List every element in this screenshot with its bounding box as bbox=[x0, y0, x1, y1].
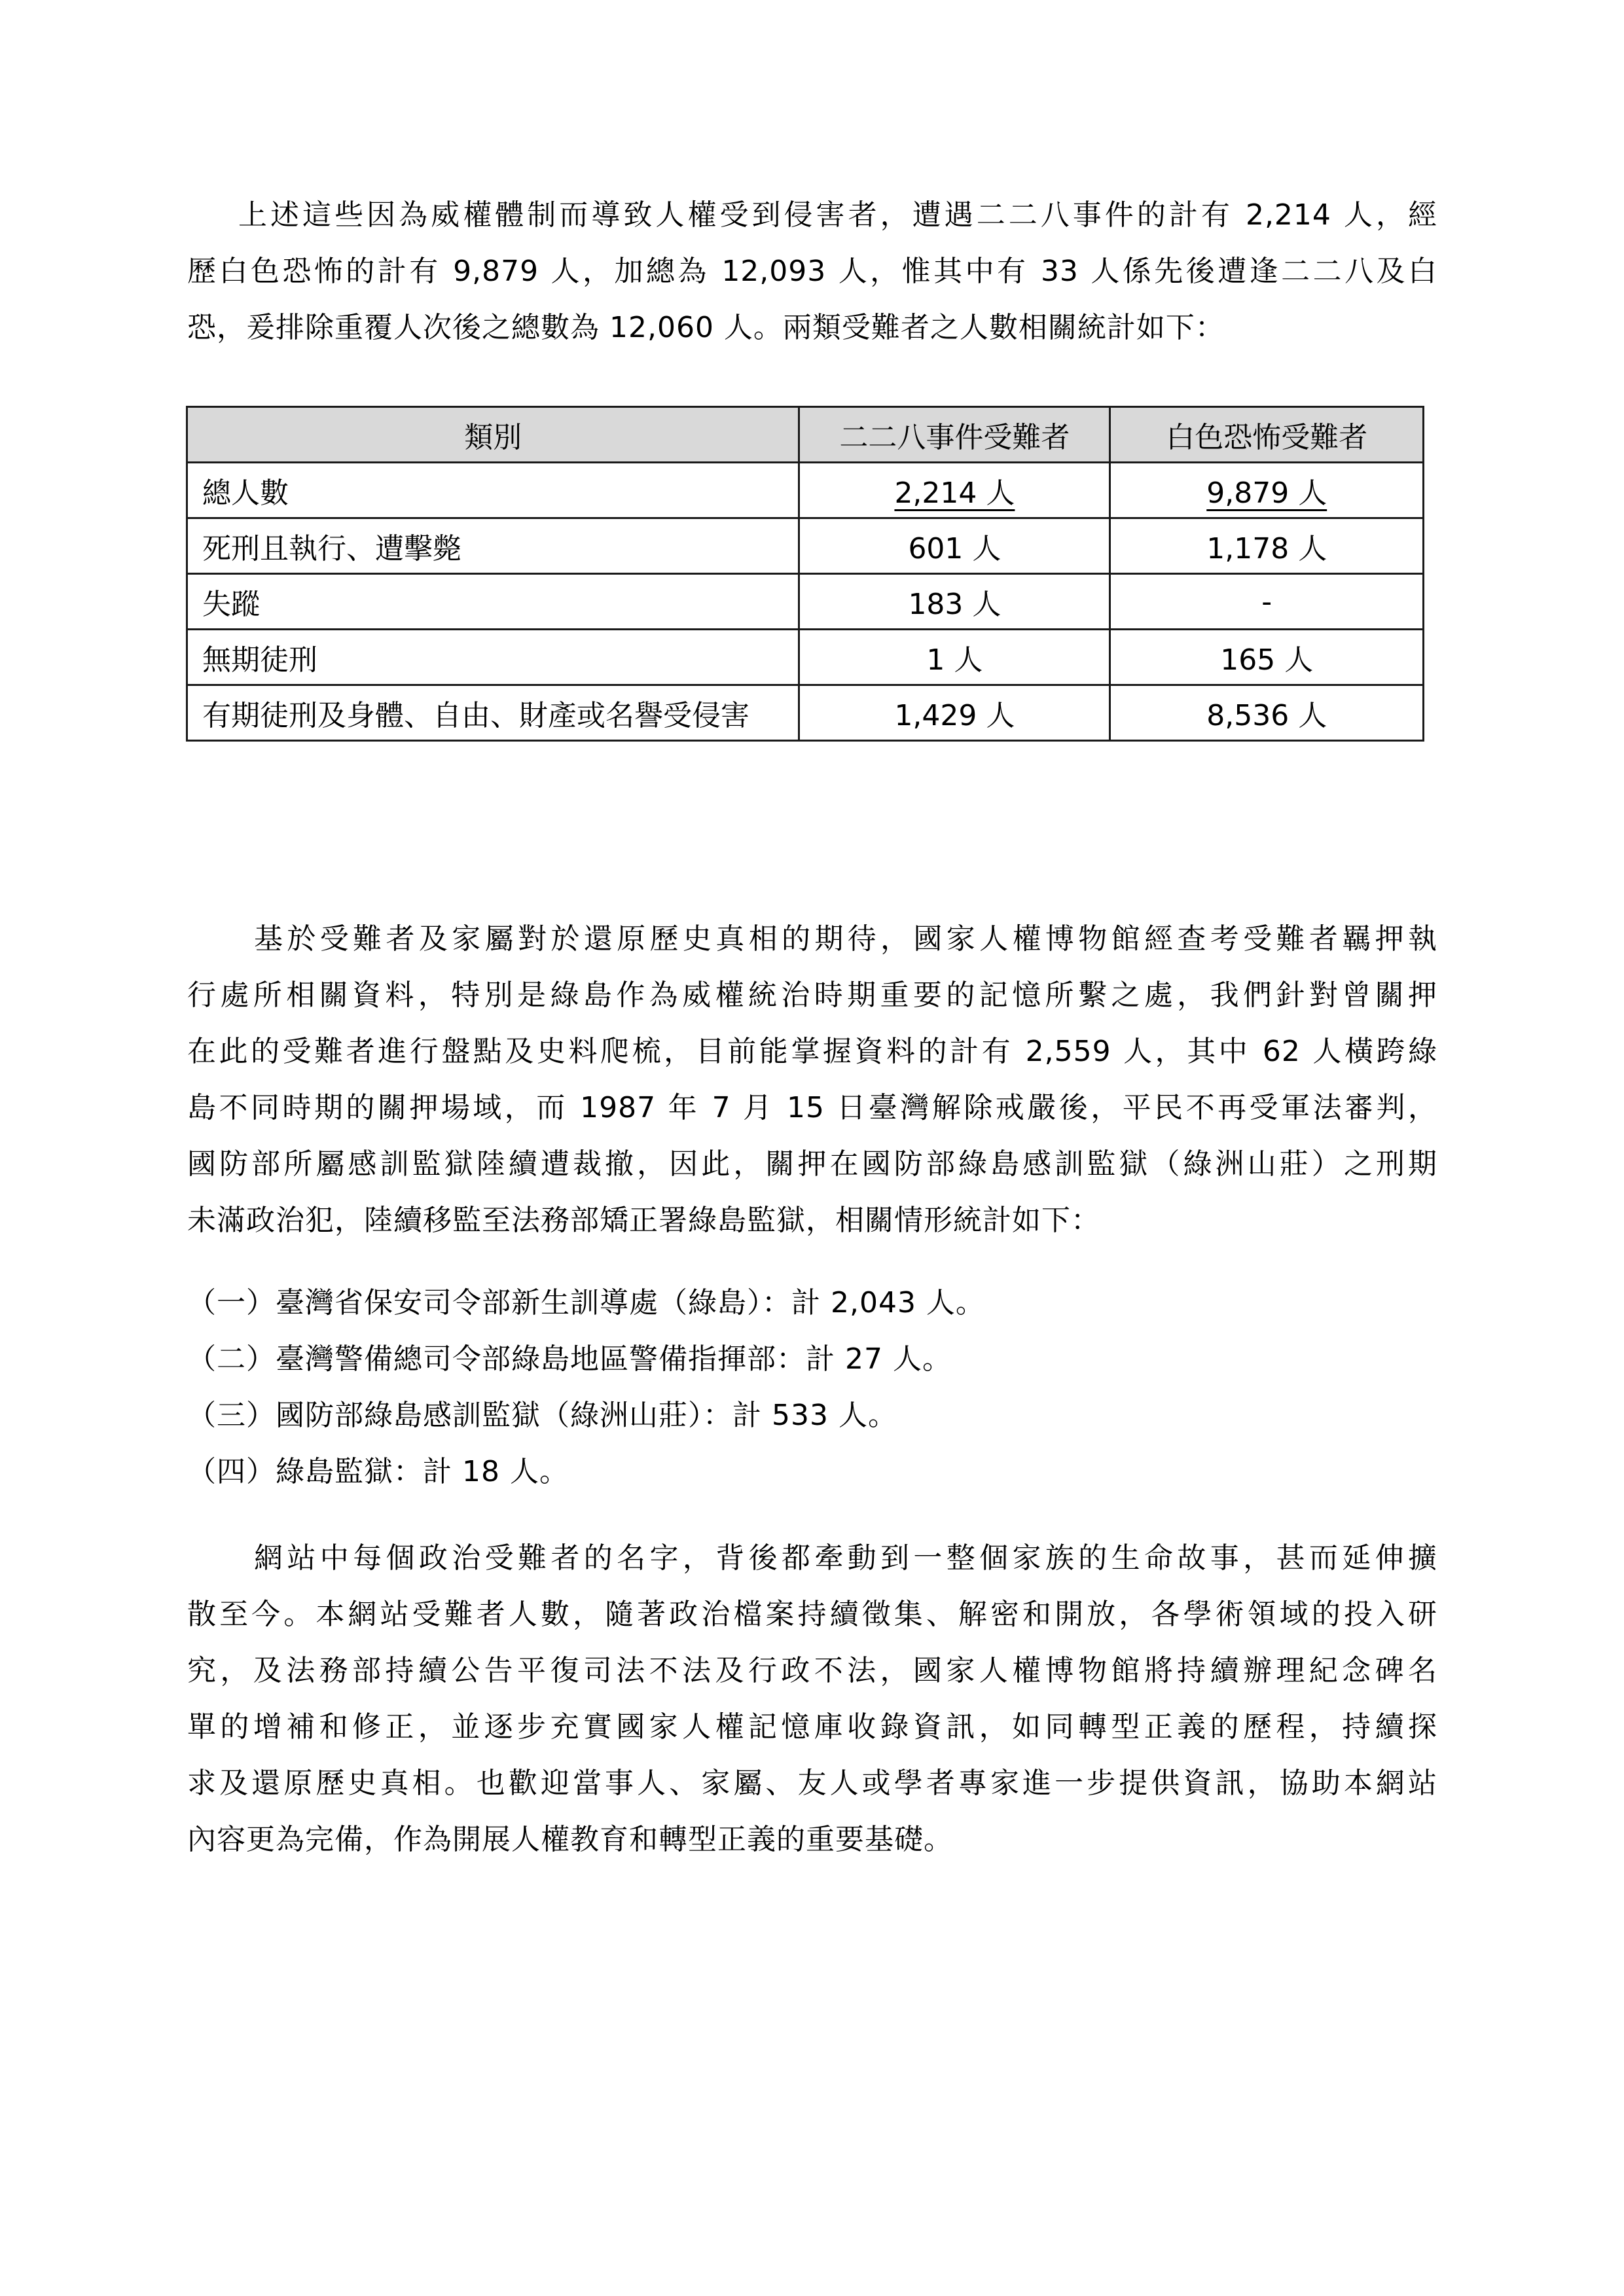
paragraph-line: 未滿政治犯，陸續移監至法務部矯正署綠島監獄，相關情形統計如下： bbox=[187, 1204, 1100, 1237]
header-white-terror-victims: 白色恐怖受難者 bbox=[1110, 407, 1424, 463]
header-228-victims: 二二八事件受難者 bbox=[799, 407, 1110, 463]
victim-statistics-table bbox=[186, 406, 1424, 742]
list-item: （四）綠島監獄：計 18 人。 bbox=[187, 1455, 569, 1488]
paragraph-website-note bbox=[187, 1530, 1437, 1868]
row-white-terror-value: 1,178 人 bbox=[1110, 518, 1424, 574]
paragraph-line: 內容更為完備，作為開展人權教育和轉型正義的重要基礎。 bbox=[187, 1823, 953, 1856]
table-header-row bbox=[187, 407, 1424, 463]
header-category: 類別 bbox=[187, 407, 799, 463]
list-item: （一）臺灣省保安司令部新生訓導處（綠島）：計 2,043 人。 bbox=[187, 1286, 985, 1319]
row-228-value: 1,429 人 bbox=[799, 685, 1110, 741]
paragraph-line: 究，及法務部持續公告平復司法不法及行政不法，國家人權博物館將持續辦理紀念碑名 bbox=[187, 1654, 1437, 1687]
table-row bbox=[187, 574, 1424, 630]
table-row bbox=[187, 463, 1424, 518]
total-white-terror-value: 9,879 人 bbox=[1206, 476, 1327, 510]
table-row bbox=[187, 630, 1424, 685]
list-item: （三）國防部綠島感訓監獄（綠洲山莊）：計 533 人。 bbox=[187, 1399, 897, 1432]
paragraph-line: 散至今。本網站受難者人數，隨著政治檔案持續徵集、解密和開放，各學術領域的投入研 bbox=[187, 1598, 1437, 1631]
paragraph-victim-totals bbox=[187, 187, 1437, 356]
table-row bbox=[187, 518, 1424, 574]
total-228-value: 2,214 人 bbox=[894, 476, 1015, 510]
paragraph-line: 網站中每個政治受難者的名字，背後都牽動到一整個家族的生命故事，甚而延伸擴 bbox=[254, 1541, 1437, 1575]
detention-site-list bbox=[187, 1275, 1437, 1500]
row-category: 死刑且執行、遭擊斃 bbox=[187, 518, 799, 574]
row-228-value: 1 人 bbox=[799, 630, 1110, 685]
row-228-value: 601 人 bbox=[799, 518, 1110, 574]
paragraph-line: 島不同時期的關押場域，而 1987 年 7 月 15 日臺灣解除戒嚴後，平民不再受軍法審判， bbox=[187, 1091, 1437, 1124]
paragraph-line: 單的增補和修正，並逐步充實國家人權記憶庫收錄資訊，如同轉型正義的歷程，持續探 bbox=[187, 1710, 1437, 1744]
paragraph-line: 基於受難者及家屬對於還原歷史真相的期待，國家人權博物館經查考受難者羈押執 bbox=[254, 922, 1437, 956]
row-white-terror-value: - bbox=[1110, 574, 1424, 630]
paragraph-line: 行處所相關資料，特別是綠島作為威權統治時期重要的記憶所繫之處，我們針對曾關押 bbox=[187, 978, 1437, 1012]
row-category: 無期徒刑 bbox=[187, 630, 799, 685]
row-white-terror-value bbox=[1110, 463, 1424, 518]
row-white-terror-value: 165 人 bbox=[1110, 630, 1424, 685]
paragraph-line: 在此的受難者進行盤點及史料爬梳，目前能掌握資料的計有 2,559 人，其中 62 人橫跨綠 bbox=[187, 1035, 1437, 1068]
row-category: 總人數 bbox=[187, 463, 799, 518]
row-white-terror-value: 8,536 人 bbox=[1110, 685, 1424, 741]
row-228-value: 183 人 bbox=[799, 574, 1110, 630]
paragraph-line: 恐，爰排除重覆人次後之總數為 12,060 人。兩類受難者之人數相關統計如下： bbox=[187, 311, 1225, 344]
row-category: 失蹤 bbox=[187, 574, 799, 630]
paragraph-green-island bbox=[187, 911, 1437, 1249]
row-228-value bbox=[799, 463, 1110, 518]
paragraph-line: 歷白色恐怖的計有 9,879 人，加總為 12,093 人，惟其中有 33 人係先後遭逢二二八及白 bbox=[187, 255, 1437, 288]
list-item: （二）臺灣警備總司令部綠島地區警備指揮部：計 27 人。 bbox=[187, 1342, 952, 1376]
row-category: 有期徒刑及身體、自由、財產或名譽受侵害 bbox=[187, 685, 799, 741]
paragraph-line: 求及還原歷史真相。也歡迎當事人、家屬、友人或學者專家進一步提供資訊，協助本網站 bbox=[187, 1767, 1437, 1800]
paragraph-line: 上述這些因為威權體制而導致人權受到侵害者，遭遇二二八事件的計有 2,214 人，經 bbox=[238, 198, 1437, 232]
paragraph-line: 國防部所屬感訓監獄陸續遭裁撤，因此，關押在國防部綠島感訓監獄（綠洲山莊）之刑期 bbox=[187, 1147, 1437, 1181]
table-row bbox=[187, 685, 1424, 741]
